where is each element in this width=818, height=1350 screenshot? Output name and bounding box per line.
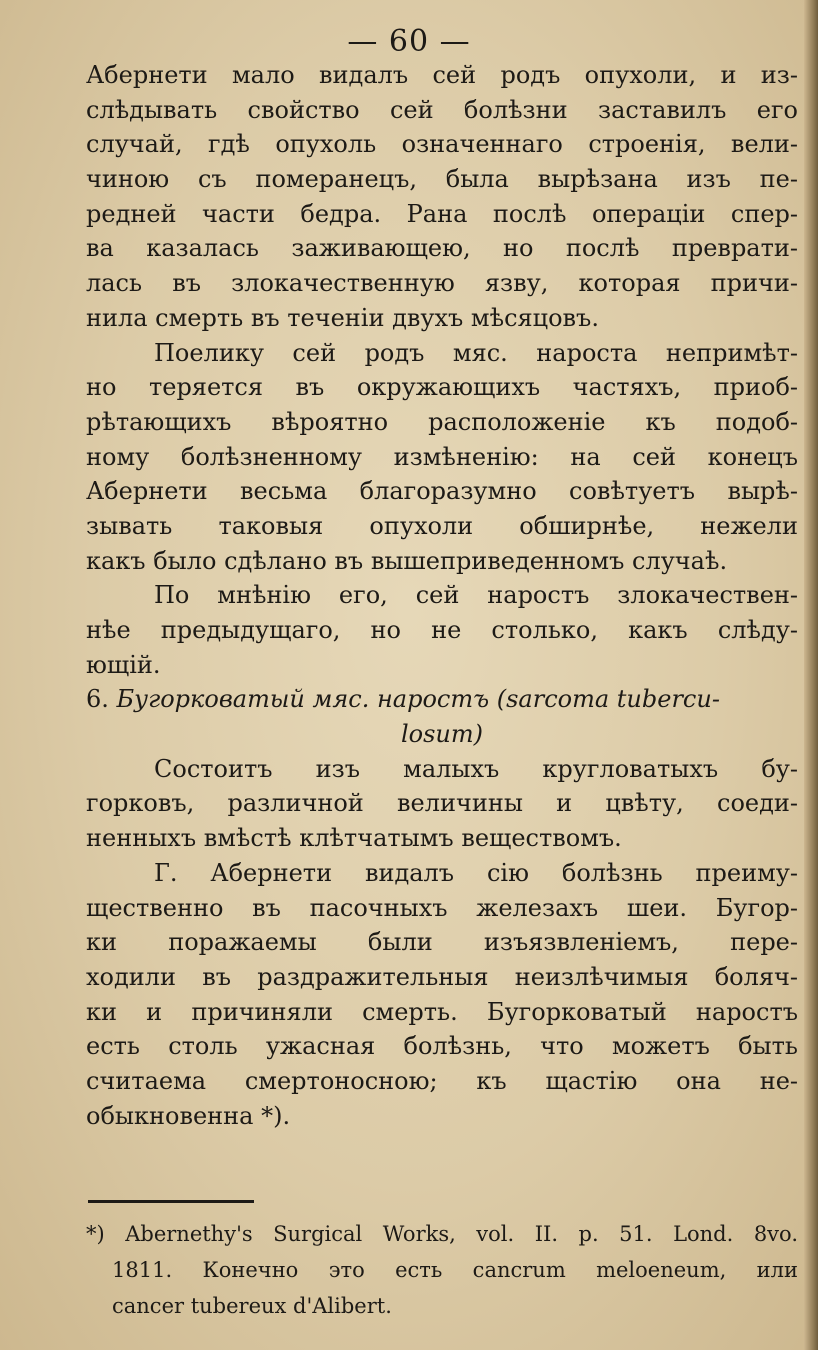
text-line: ходили въ раздражительныя неизлѣчимыя боляч- — [86, 962, 798, 991]
text-line: какъ было сдѣлано въ вышеприведенномъ случаѣ. — [86, 546, 728, 575]
text-line: нила смерть въ теченіи двухъ мѣсяцовъ. — [86, 303, 599, 332]
text-line: чиною съ померанецъ, была вырѣзана изъ пе- — [86, 165, 798, 194]
text-line: Состоитъ изъ малыхъ кругловатыхъ бу- — [154, 754, 798, 783]
text-line: Абернети весьма благоразумно совѣтуетъ вырѣ- — [86, 477, 798, 506]
text-line: считаема смертоносною; къ щастію она не- — [86, 1066, 798, 1095]
text-line: есть столь ужасная болѣзнь, что можетъ быть — [86, 1032, 798, 1061]
section-heading — [86, 682, 798, 717]
text-line: лась въ злокачественную язву, которая причи- — [86, 269, 798, 298]
text-line: ющій. — [86, 650, 161, 679]
footnote — [86, 1216, 798, 1324]
body-text — [86, 58, 798, 1133]
text-line: ки поражаемы были изъязвленіемъ, пере- — [86, 928, 798, 957]
footnote-line: 1811. Конечно это есть cancrum meloeneum, или — [112, 1258, 798, 1282]
text-line: но теряется въ окружающихъ частяхъ, приоб- — [86, 373, 798, 402]
text-line: редней части бедра. Рана послѣ операціи спер- — [86, 199, 798, 228]
text-line: зывать таковыя опухоли обширнѣе, нежели — [86, 511, 798, 540]
section-title: Бугорковатый мяс. наростъ (sarcoma tubercu- — [116, 685, 720, 714]
text-line: рѣтающихъ вѣроятно расположеніе къ подоб- — [86, 407, 798, 436]
text-line: ному болѣзненному измѣненію: на сей конецъ — [86, 442, 798, 471]
text-line: Поелику сей родъ мяс. нароста непримѣт- — [154, 338, 798, 367]
footnote-line: cancer tubereux d'Alibert. — [112, 1294, 392, 1318]
text-line: слѣдывать свойство сей болѣзни заставилъ его — [86, 95, 798, 124]
page-edge-shadow — [804, 0, 818, 1350]
page-number: — 60 — — [347, 24, 471, 59]
text-line: горковъ, различной величины и цвѣту, соеди- — [86, 789, 798, 818]
section-number: 6. — [86, 685, 109, 714]
text-line: ва казалась заживающею, но послѣ преврати- — [86, 234, 798, 263]
text-line: щественно въ пасочныхъ железахъ шеи. Бугор- — [86, 893, 798, 922]
text-line: нѣе предыдущаго, но не столько, какъ слѣду- — [86, 616, 798, 644]
text-line: Г. Абернети видалъ сію болѣзнь преиму- — [154, 858, 798, 887]
text-line: случай, гдѣ опухоль означеннаго строенія, вели- — [86, 130, 798, 159]
section-title-continued: losum) — [400, 720, 484, 749]
footnote-divider — [88, 1200, 254, 1203]
text-line: Абернети мало видалъ сей родъ опухоли, и из- — [86, 61, 798, 89]
footnote-line: *) Abernethy's Surgical Works, vol. II. p. 51. Lond. 8vo. — [86, 1222, 798, 1246]
text-line: обыкновенна *). — [86, 1101, 291, 1130]
text-line: По мнѣнію его, сей наростъ злокачествен- — [154, 581, 798, 610]
text-line: ненныхъ вмѣстѣ клѣтчатымъ веществомъ. — [86, 824, 622, 853]
text-line: ки и причиняли смерть. Бугорковатый наростъ — [86, 997, 798, 1026]
